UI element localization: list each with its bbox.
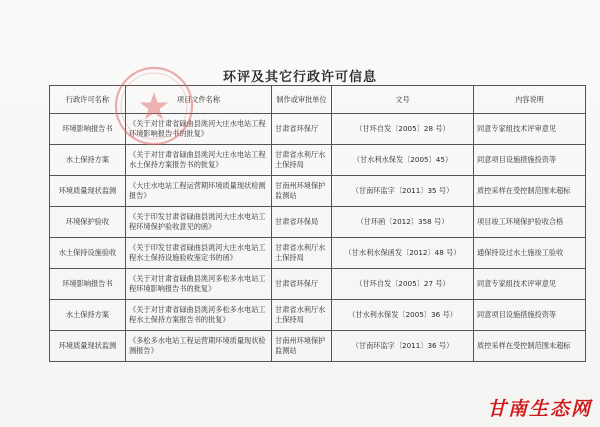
document-name-cell: 《关于印发甘肃省碌曲县洮河大庄水电站工程环境保护验收意见的函》 — [126, 207, 272, 238]
header-document-number: 文号 — [332, 86, 474, 114]
description-cell: 同意项目设施措施投资等 — [474, 300, 586, 331]
document-number-cell: （甘南环监字〔2011〕35 号） — [332, 176, 474, 207]
permit-name-cell: 环境影响报告书 — [50, 269, 126, 300]
document-number-cell: （甘水利水保发〔2005〕45） — [332, 145, 474, 176]
document-name-cell: 《关于对甘肃省碌曲县洮河多松多水电站工程水土保持方案报告书的批复》 — [126, 300, 272, 331]
issuing-unit-cell: 甘南州环境保护监测站 — [272, 331, 332, 362]
issuing-unit-cell: 甘肃省环保厅 — [272, 114, 332, 145]
document-number-cell: （甘环自发〔2005〕28 号） — [332, 114, 474, 145]
issuing-unit-cell: 甘肃省水利厅水土保持局 — [272, 145, 332, 176]
issuing-unit-cell: 甘肃省环保厅 — [272, 269, 332, 300]
document-name-cell: 《多松多水电站工程运营期环境质量现状检测报告》 — [126, 331, 272, 362]
description-cell: 质控采样在受控制范围未超标 — [474, 331, 586, 362]
table-row — [50, 300, 586, 331]
document-number-cell: （甘水利水保函发〔2012〕48 号） — [332, 238, 474, 269]
document-name-cell: 《关于对甘肃省碌曲县洮河大庄水电站工程环境影响报告书的批复》 — [126, 114, 272, 145]
description-cell: 质控采样在受控制范围未超标 — [474, 176, 586, 207]
page-title: 环评及其它行政许可信息 — [222, 70, 377, 85]
issuing-unit-cell: 甘肃省水利厅水土保持局 — [272, 300, 332, 331]
permit-name-cell: 环境影响报告书 — [50, 114, 126, 145]
red-seal-stamp — [110, 62, 198, 150]
permit-name-cell: 水土保持设施验收 — [50, 238, 126, 269]
table-row — [50, 176, 586, 207]
table-row — [50, 238, 586, 269]
issuing-unit-cell: 甘肃省水利厅水土保持局 — [272, 238, 332, 269]
document-name-cell: 《关于印发甘肃省碌曲县洮河大庄水电站工程水土保持设施验收鉴定书的函》 — [126, 238, 272, 269]
header-permit-name: 行政许可名称 — [50, 86, 126, 114]
document-name-cell: 《关于对甘肃省碌曲县洮河大庄水电站工程水土保持方案报告书的批复》 — [126, 145, 272, 176]
document-name-cell: 《大庄水电站工程运营期环境质量现状检测报告》 — [126, 176, 272, 207]
permit-name-cell: 环境保护验收 — [50, 207, 126, 238]
permit-name-cell: 水土保持方案 — [50, 145, 126, 176]
header-document-name: 项目文件名称 — [126, 86, 272, 114]
description-cell: 通保持设过水土施竣工验收 — [474, 238, 586, 269]
site-logo-watermark: 甘南生态网 — [486, 398, 592, 420]
document-name-cell: 《关于对甘肃省碌曲县洮河多松多水电站工程环境影响报告书的批复》 — [126, 269, 272, 300]
table-row — [50, 207, 586, 238]
header-issuing-unit: 制作或审批单位 — [272, 86, 332, 114]
table-row — [50, 269, 586, 300]
document-number-cell: （甘环自发〔2005〕27 号） — [332, 269, 474, 300]
description-cell: 同意项目设施措施投资等 — [474, 145, 586, 176]
description-cell: 项目竣工环境保护验收合格 — [474, 207, 586, 238]
table-row — [50, 331, 586, 362]
document-number-cell: （甘南环监字〔2011〕36 号） — [332, 331, 474, 362]
issuing-unit-cell: 甘南州环境保护监测站 — [272, 176, 332, 207]
description-cell: 同意专家组技术评审意见 — [474, 114, 586, 145]
issuing-unit-cell: 甘肃省环保局 — [272, 207, 332, 238]
permit-name-cell: 环境质量现状监测 — [50, 331, 126, 362]
permit-name-cell: 环境质量现状监测 — [50, 176, 126, 207]
permit-name-cell: 水土保持方案 — [50, 300, 126, 331]
header-description: 内容说明 — [474, 86, 586, 114]
document-number-cell: （甘环函〔2012〕358 号） — [332, 207, 474, 238]
description-cell: 同意专家组技术评审意见 — [474, 269, 586, 300]
document-number-cell: （甘水利水保发〔2005〕36 号） — [332, 300, 474, 331]
